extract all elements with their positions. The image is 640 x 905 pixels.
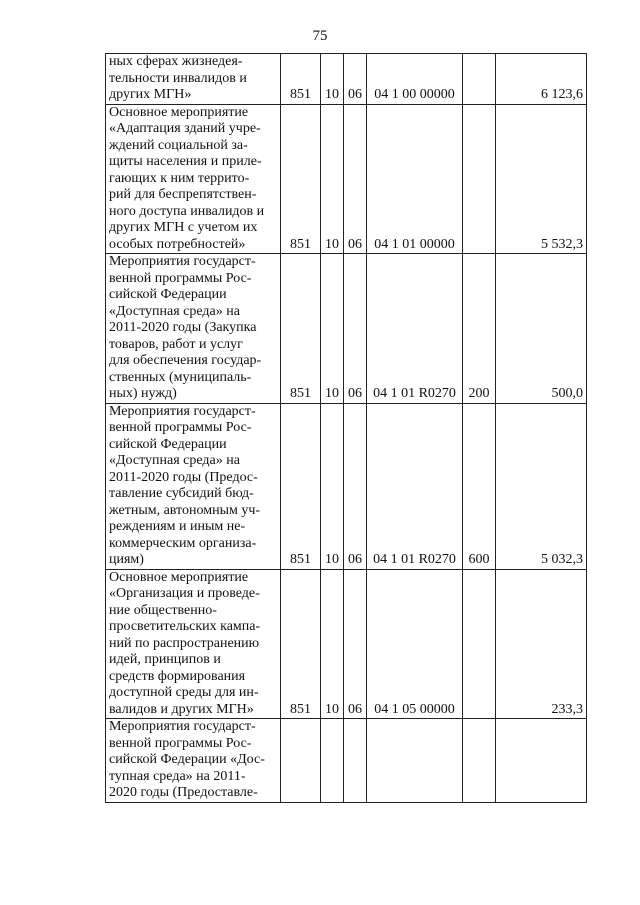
name-line: товаров, работ и услуг <box>109 336 243 352</box>
cell-name <box>106 719 281 803</box>
cell-section: 10 <box>321 569 344 719</box>
name-line: ждений социальной за- <box>109 137 248 153</box>
cell-section: 10 <box>321 254 344 404</box>
table-row <box>106 54 587 105</box>
name-line: Основное мероприятие <box>109 104 249 120</box>
cell-amount <box>496 719 587 803</box>
name-line: сийской Федерации <box>109 436 227 452</box>
name-line: 2011-2020 годы (Закупка <box>109 320 257 335</box>
name-line: ний по распространению <box>109 635 260 651</box>
cell-subsection: 06 <box>344 403 367 569</box>
page-number: 75 <box>312 28 328 44</box>
name-line: рий для беспрепятствен- <box>109 187 257 202</box>
cell-grbs <box>281 719 321 803</box>
name-line: средств формирования <box>109 668 246 684</box>
name-line: ных сферах жизнедея- <box>109 54 243 69</box>
table-row <box>106 569 587 719</box>
name-line: 2011-2020 годы (Предос- <box>109 469 258 485</box>
table-row <box>106 104 587 254</box>
budget-table-body <box>106 54 587 803</box>
name-line: гающих к ним террито- <box>109 170 250 186</box>
cell-name <box>106 569 281 719</box>
table-row <box>106 254 587 404</box>
name-line: ных) нужд) <box>109 386 177 401</box>
cell-grbs: 851 <box>281 54 321 105</box>
name-line: Мероприятия государст- <box>109 403 256 419</box>
name-line: тупная среда» на 2011- <box>109 768 246 784</box>
cell-subsection: 06 <box>344 254 367 404</box>
table-row <box>106 403 587 569</box>
name-line: сийской Федерации <box>109 287 227 302</box>
name-line: Основное мероприятие <box>109 569 249 585</box>
name-line: для обеспечения государ- <box>109 353 262 368</box>
cell-grbs: 851 <box>281 254 321 404</box>
name-line: Мероприятия государст- <box>109 719 256 734</box>
name-line: жетным, автономным уч- <box>109 502 261 518</box>
cell-name <box>106 403 281 569</box>
cell-subsection: 06 <box>344 54 367 105</box>
cell-amount: 6 123,6 <box>496 54 587 105</box>
name-line: «Адаптация зданий учре- <box>109 121 261 136</box>
name-line: других МГН с учетом их <box>109 220 258 235</box>
cell-subsection: 06 <box>344 104 367 254</box>
cell-target-article: 04 1 01 00000 <box>367 104 463 254</box>
name-line: реждениям и иным не- <box>109 519 246 534</box>
cell-subsection <box>344 719 367 803</box>
cell-name <box>106 104 281 254</box>
table-row <box>106 719 587 803</box>
cell-section: 10 <box>321 104 344 254</box>
name-line: ние общественно- <box>109 602 217 618</box>
name-line: других МГН» <box>109 87 192 102</box>
name-line: «Доступная среда» на <box>109 453 240 468</box>
name-line: валидов и других МГН» <box>109 701 254 717</box>
cell-section: 10 <box>321 54 344 105</box>
cell-grbs: 851 <box>281 569 321 719</box>
budget-table <box>105 53 587 803</box>
name-line: венной программы Рос- <box>109 420 252 435</box>
name-line: венной программы Рос- <box>109 735 252 751</box>
name-line: просветительских кампа- <box>109 619 261 634</box>
name-line: тавление субсидий бюд- <box>109 486 254 501</box>
cell-target-article: 04 1 05 00000 <box>367 569 463 719</box>
name-line: доступной среды для ин- <box>109 685 259 700</box>
name-line: Мероприятия государст- <box>109 254 256 269</box>
cell-amount: 5 532,3 <box>496 104 587 254</box>
cell-subsection: 06 <box>344 569 367 719</box>
name-line: циям) <box>109 552 144 567</box>
cell-amount: 500,0 <box>496 254 587 404</box>
cell-expense-type: 200 <box>463 254 496 404</box>
name-line: сийской Федерации «Дос- <box>109 752 265 767</box>
cell-expense-type <box>463 719 496 803</box>
cell-name <box>106 54 281 105</box>
cell-grbs: 851 <box>281 403 321 569</box>
cell-name <box>106 254 281 404</box>
name-line: ственных (муниципаль- <box>109 369 252 385</box>
cell-expense-type: 600 <box>463 403 496 569</box>
cell-section <box>321 719 344 803</box>
name-line: коммерческим организа- <box>109 535 257 551</box>
cell-target-article: 04 1 01 R0270 <box>367 254 463 404</box>
name-line: тельности инвалидов и <box>109 70 247 86</box>
name-line: идей, принципов и <box>109 652 221 667</box>
cell-amount: 233,3 <box>496 569 587 719</box>
cell-target-article: 04 1 01 R0270 <box>367 403 463 569</box>
cell-expense-type <box>463 104 496 254</box>
name-line: венной программы Рос- <box>109 270 252 286</box>
name-line: 2020 годы (Предоставле- <box>109 785 258 800</box>
name-line: щиты населения и приле- <box>109 154 262 169</box>
cell-target-article <box>367 719 463 803</box>
name-line: «Организация и проведе- <box>109 586 260 601</box>
name-line: особых потребностей» <box>109 236 246 252</box>
name-line: ного доступа инвалидов и <box>109 203 265 219</box>
cell-expense-type <box>463 54 496 105</box>
name-line: «Доступная среда» на <box>109 303 240 319</box>
cell-section: 10 <box>321 403 344 569</box>
cell-grbs: 851 <box>281 104 321 254</box>
cell-amount: 5 032,3 <box>496 403 587 569</box>
cell-target-article: 04 1 00 00000 <box>367 54 463 105</box>
cell-expense-type <box>463 569 496 719</box>
